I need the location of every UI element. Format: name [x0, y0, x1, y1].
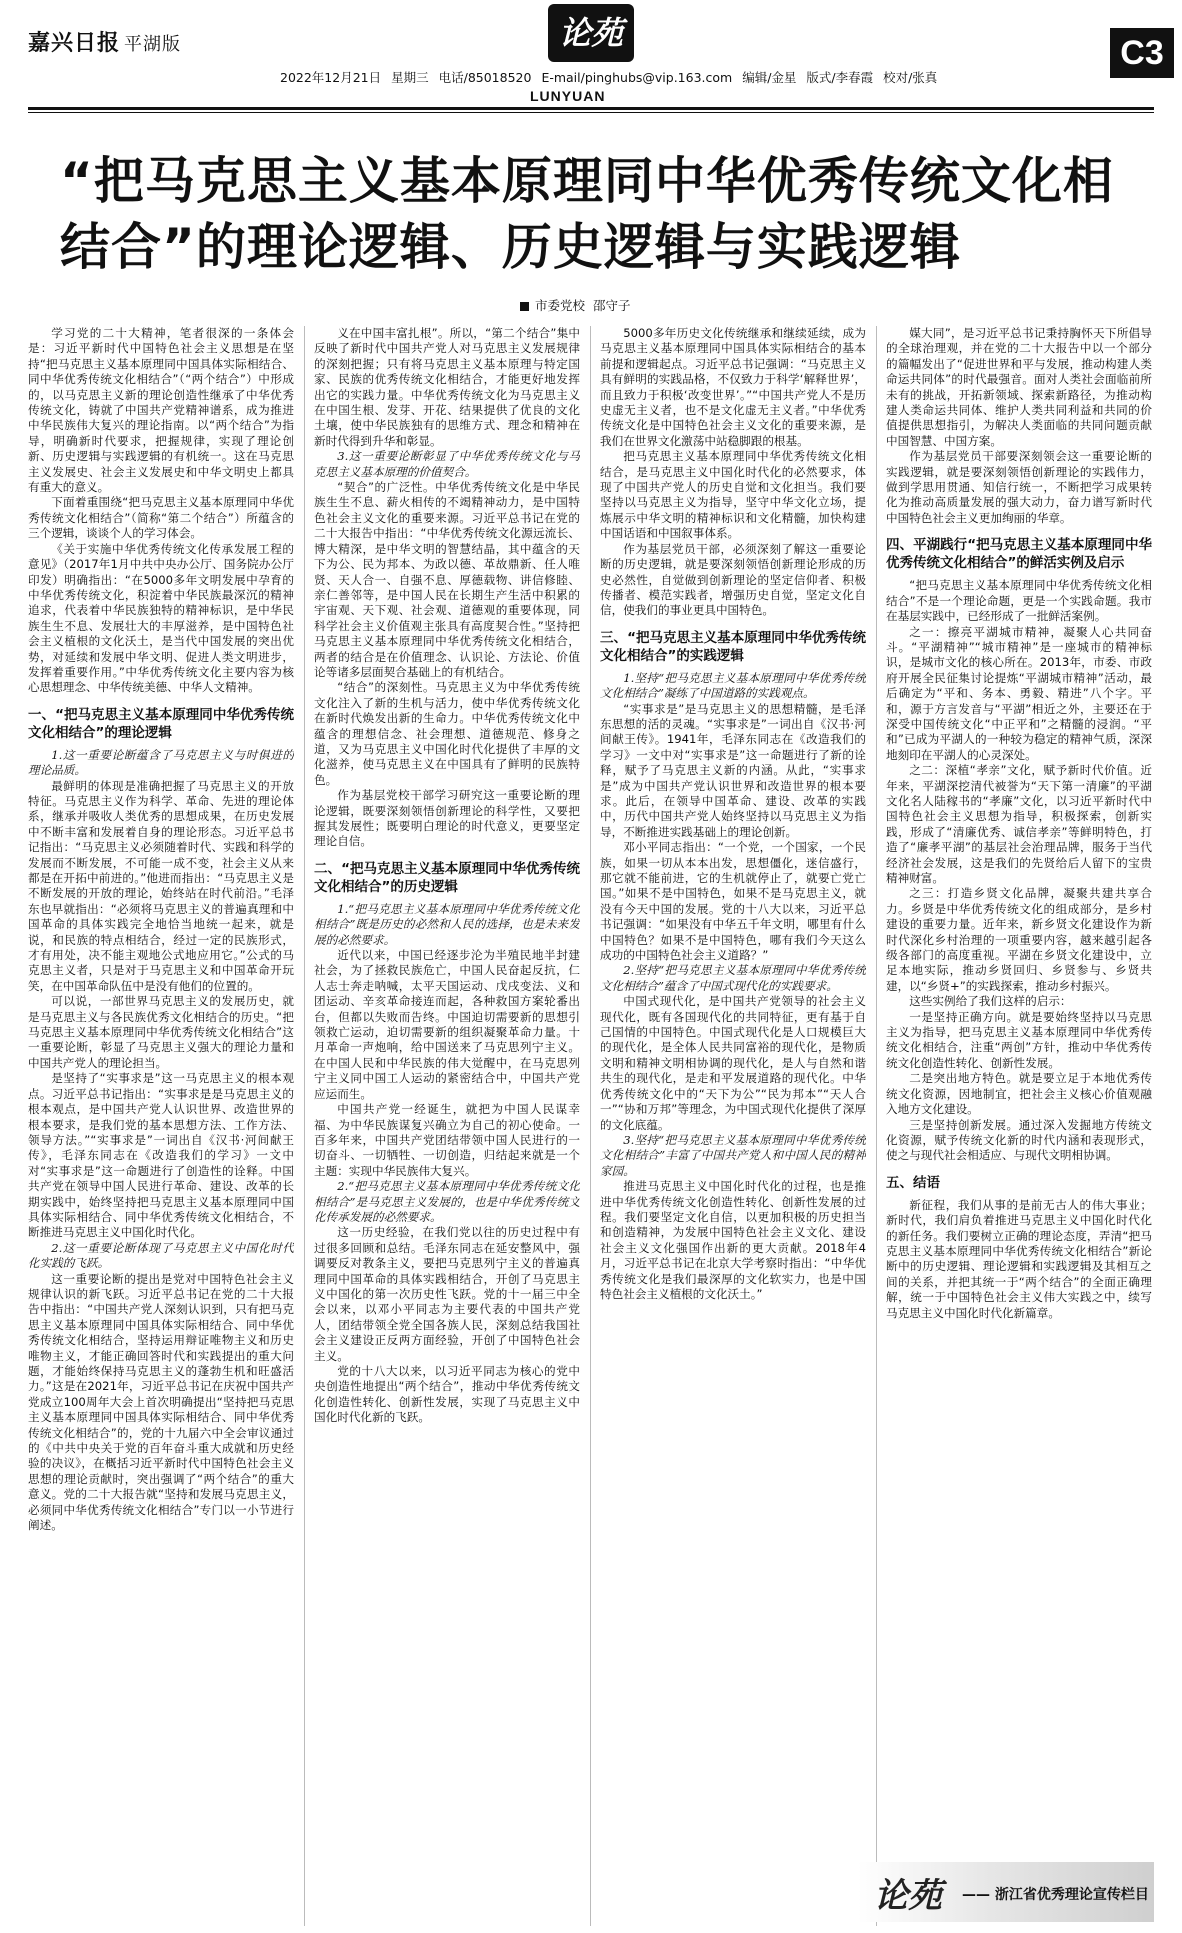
editor: 编辑/金星: [742, 70, 797, 85]
masthead: [28, 26, 181, 57]
column-divider: [304, 326, 305, 1926]
paragraph: 邓小平同志指出：“一个党，一个国家，一个民族，如果一切从本本出发，思想僵化，迷信盛行，那它就不能前进，它的生机就停止了，就要亡党亡国。”如果不是中国特色，如果不是马克思主义，就没有今天中国的发展。党的十八大以来，习近平总书记强调：“如果没有中华五千年文明，哪里有什么中国特色？如果不是中国特色，哪有我们今天这么成功的中国特色社会主义道路？”: [600, 840, 866, 963]
subsection-lead: 2.“把马克思主义基本原理同中华优秀传统文化相结合”是马克思主义发展的，也是中华优秀传统文化传承发展的必然要求。: [314, 1179, 580, 1224]
issue-date: 2022年12月21日: [280, 70, 382, 85]
paragraph: 作为基层党员干部，必须深刻了解这一重要论断的历史逻辑，就是要深刻领悟创新理论形成的历史必然性，自觉做到创新理论的坚定信仰者、积极传播者、模范实践者，增强历史自觉，坚定文化自信，使我们的事业更具中国特色。: [600, 541, 866, 618]
paragraph: 中国共产党一经诞生，就把为中国人民谋幸福、为中华民族谋复兴确立为自己的初心使命。一百多年来，中国共产党团结带领中国人民进行的一切奋斗、一切牺牲、一切创造，归结起来就是一个主题：实现中华民族伟大复兴。: [314, 1102, 580, 1178]
subsection-lead: 3.这一重要论断彰显了中华优秀传统文化与马克思主义基本原理的价值契合。: [314, 449, 580, 479]
paragraph: 5000多年历史文化传统继承和继续延续，成为马克思主义基本原理同中国具体实际相结合的基本前提和逻辑起点。习近平总书记强调：“马克思主义具有鲜明的实践品格，不仅致力于科学‘解释世界’，而且致力于积极‘改变世界’。”“中国共产党人不是历史虚无主义者，也不是文化虚无主义者。”中华优秀传统文化是中国特色社会主义文化的重要来源，是我们在世界文化激荡中站稳脚跟的根基。: [600, 326, 866, 448]
paragraph: 新征程，我们从事的是前无古人的伟大事业；新时代，我们肩负着推进马克思主义中国化时代化的新任务。我们要树立正确的理论态度，弄清“把马克思主义基本原理同中华优秀传统文化相结合”新论断中的历史逻辑、理论逻辑和实践逻辑及其相互之间的关系，并把其统一于“两个结合”的全面正确理解，统一于中国特色社会主义伟大实践之中，续写马克思主义中国化时代化新篇章。: [886, 1197, 1152, 1320]
page-header: [0, 0, 1182, 108]
column-divider: [876, 326, 877, 1926]
article-column-2: [314, 326, 580, 1926]
footer-text: —— 浙江省优秀理论宣传栏目: [962, 1887, 1149, 1903]
paragraph: 一是坚持正确方向。就是要始终坚持以马克思主义为指导，把马克思主义基本原理同中华优秀传统文化相结合，注重“两创”方针，推动中华优秀传统文化创造性转化、创新性发展。: [886, 1009, 1152, 1070]
section-logo: 论苑: [548, 4, 634, 62]
subsection-lead: 1.坚持“把马克思主义基本原理同中华优秀传统文化相结合”凝练了中国道路的实践观点。: [600, 670, 866, 701]
paragraph: 二是突出地方特色。就是要立足于本地优秀传统文化资源，因地制宜，把社会主义核心价值观融入地方文化建设。: [886, 1071, 1152, 1117]
footer-logo: 论苑: [874, 1876, 942, 1916]
square-bullet-icon: [520, 302, 529, 311]
header-rule: [28, 107, 1154, 110]
paragraph: 《关于实施中华优秀传统文化传承发展工程的意见》（2017年1月中共中央办公厅、国务院办公厅印发）明确指出：“在5000多年文明发展中孕育的中华优秀传统文化，积淀着中华民族最深沉的精神追求，代表着中华民族独特的精神标识，是中华民族生生不息、发展壮大的丰厚滋养，是中国特色社会主义植根的文化沃土，是当代中国发展的突出优势，对延续和发展中华文明、促进人类文明进步，发挥着重要作用。”中华优秀传统文化主要内容为核心思想理念、中华传统美德、中华人文精神。: [28, 541, 294, 695]
column-divider: [590, 326, 591, 1926]
paragraph: 下面着重围绕“把马克思主义基本原理同中华优秀传统文化相结合”（简称“第二个结合”）所蕴含的三个逻辑，谈谈个人的学习体会。: [28, 495, 294, 541]
paragraph: 这些实例给了我们这样的启示：: [909, 994, 1072, 1009]
paragraph: 之三：打造乡贤文化品牌，凝聚共建共享合力。乡贤是中华优秀传统文化的组成部分，是乡村建设的重要力量。近年来，新乡贤文化建设作为新时代深化乡村治理的一项重要内容，越来越引起各级各部门的高度重视。平湖在乡贤文化建设中，立足本地实际，推动乡贤回归、乡贤参与、乡贤共建，以“乡贤+”的实践探索，推动乡村振兴。: [886, 886, 1152, 993]
section-heading: 二、“把马克思主义基本原理同中华优秀传统文化相结合”的历史逻辑: [314, 860, 580, 895]
section-heading: 三、“把马克思主义基本原理同中华优秀传统文化相结合”的实践逻辑: [600, 629, 866, 664]
headline: “把马克思主义基本原理同中华优秀传统文化相结合”的理论逻辑、历史逻辑与实践逻辑: [60, 152, 1114, 276]
edition-label: 平湖版: [124, 34, 182, 54]
paragraph: 最鲜明的体现是准确把握了马克思主义的开放特征。马克思主义作为科学、革命、先进的理论体系，继承并吸收人类优秀的思想成果，在历史发展中不断丰富和发展着自身的理论形态。习近平总书记指出：“马克思主义必须随着时代、实践和科学的发展而不断发展，不可能一成不变，社会主义从来都是在开拓中前进的。”他进而指出：“马克思主义是不断发展的开放的理论，始终站在时代前沿。”毛泽东也早就指出：“必须将马克思主义的普遍真理和中国革命的具体实践完全地恰当地统一起来，就是说，和民族的特点相结合，经过一定的民族形式，才有用处，决不能主观地公式地应用它。”公式的马克思主义者，只是对于马克思主义和中国革命开玩笑，在中国革命队伍中是没有他们的位置的。: [28, 778, 294, 993]
phone: 电话/85018520: [438, 70, 532, 85]
paragraph: 三是坚持创新发展。通过深入发掘地方传统文化资源，赋予传统文化新的时代内涵和表现形式，使之与现代社会相适应、与现代文明相协调。: [886, 1117, 1152, 1163]
paragraph: 学习党的二十大精神，笔者很深的一条体会是：习近平新时代中国特色社会主义思想是在坚持“把马克思主义基本原理同中国具体实际相结合、同中华优秀传统文化相结合”（“两个结合”）中形成的，以马克思主义新的理论创造性继承了中华优秀传统文化，铸就了中国共产党精神谱系，成为推进中华民族伟大复兴的理论指南。以“两个结合”为指导，明确新时代要求，把握规律，实现了理论创新、历史逻辑与实践逻辑的有机统一。这在马克思主义发展史、社会主义发展史和中华文明史上都具有重大的意义。: [28, 326, 294, 495]
paragraph: 这一历史经验，在我们党以往的历史过程中有过很多回顾和总结。毛泽东同志在延安整风中，强调要反对教条主义，要把马克思列宁主义的普遍真理同中国革命的具体实践相结合，开创了马克思主义中国化的第一次历史性飞跃。党的十一届三中全会以来，以邓小平同志为主要代表的中国共产党人，团结带领全党全国各族人民，深刻总结我国社会主义建设正反两方面经验，开创了中国特色社会主义。: [314, 1225, 580, 1363]
section-name-en: LUNYUAN: [530, 88, 606, 104]
section-heading: 一、“把马克思主义基本原理同中华优秀传统文化相结合”的理论逻辑: [28, 706, 294, 741]
header-rule-thin: [28, 112, 1154, 113]
subsection-lead: 2.这一重要论断体现了马克思主义中国化时代化实践的飞跃。: [28, 1240, 294, 1271]
byline-author: 邵守子: [593, 298, 631, 313]
paragraph: 可以说，一部世界马克思主义的发展历史，就是马克思主义与各民族优秀文化相结合的历史。“把马克思主义基本原理同中华优秀传统文化相结合”这一重要论断，彰显了马克思主义强大的理论力量和中国共产党人的理论担当。: [28, 994, 294, 1070]
subsection-lead: 1.这一重要论断蕴含了马克思主义与时俱进的理论品质。: [28, 747, 294, 778]
section-heading: 四、平湖践行“把马克思主义基本原理同中华优秀传统文化相结合”的鲜活实例及启示: [886, 537, 1152, 572]
subsection-lead: 2.坚持“把马克思主义基本原理同中华优秀传统文化相结合”蕴含了中国式现代化的实践要求。: [600, 963, 866, 993]
paragraph: “契合”的广泛性。中华优秀传统文化是中华民族生生不息、薪火相传的不竭精神动力，是中国特色社会主义文化的重要来源。习近平总书记在党的二十大报告中指出：“中华优秀传统文化源远流长、博大精深，是中华文明的智慧结晶，其中蕴含的天下为公、民为邦本、为政以德、革故鼎新、任人唯贤、天人合一、自强不息、厚德载物、讲信修睦、亲仁善邻等，是中国人民在长期生产生活中积累的宇宙观、天下观、社会观、道德观的重要体现，同科学社会主义价值观主张具有高度契合性。”坚持把马克思主义基本原理同中华优秀传统文化相结合，两者的结合是在价值理念、认识论、方法论、价值论等诸多层面契合基础上的有机结合。: [314, 480, 580, 679]
email: E-mail/pinghubs@vip.163.com: [541, 70, 733, 85]
paragraph: 推进马克思主义中国化时代化的过程，也是推进中华优秀传统文化创造性转化、创新性发展的过程。我们要坚定文化自信，以更加积极的历史担当和创造精神，为发展中国特色社会主义文化、建设社会主义文化强国作出新的更大贡献。2018年4月，习近平总书记在北京大学考察时指出：“中华优秀传统文化是我们最深厚的文化软实力，也是中国特色社会主义植根的文化沃土。”: [600, 1179, 866, 1301]
paragraph: 之一：擦亮平湖城市精神，凝聚人心共同奋斗。“平湖精神”“城市精神”是一座城市的精神标识，是城市文化的核心所在。2013年，市委、市政府开展全民征集讨论提炼“平湖城市精神”活动，最后确定为“平和、务本、勇毅、精进”八个字。平和，源于方言发音与“平湖”相近之外，主要还在于深受中国传统文化“中正平和”之精髓的浸润。“平和”已成为平湖人的一种较为稳定的精神气质，深深地刻印在平湖人的心灵深处。: [886, 624, 1152, 762]
byline: [520, 296, 639, 314]
paragraph: 把马克思主义基本原理同中华优秀传统文化相结合，是马克思主义中国化时代化的必然要求，体现了中国共产党人的历史自觉和文化担当。我们要坚持以马克思主义为指导，坚守中华文化立场，提炼展示中华文明的精神标识和文化精髓，加快构建中国话语和中国叙事体系。: [600, 449, 866, 541]
subsection-lead: 3.坚持“把马克思主义基本原理同中华优秀传统文化相结合”丰富了中国共产党人和中国人民的精神家园。: [600, 1132, 866, 1178]
info-bar: [280, 68, 943, 86]
proofreader: 校对/张真: [883, 70, 938, 85]
footer-banner: [858, 1862, 1154, 1922]
masthead-title: 嘉兴日报: [28, 30, 121, 56]
issue-weekday: 星期三: [391, 70, 429, 85]
paragraph: 作为基层党校干部学习研究这一重要论断的理论逻辑，既要深刻领悟创新理论的科学性，又要把握其发展性；既要明白理论的时代意义，更要坚定理论自信。: [314, 788, 580, 849]
subsection-lead: 1.“把马克思主义基本原理同中华优秀传统文化相结合”既是历史的必然和人民的选择，也是未来发展的必然要求。: [314, 901, 580, 947]
paragraph: 作为基层党员干部要深刻领会这一重要论断的实践逻辑，就是要深刻领悟创新理论的实践伟力，做到学思用贯通、知信行统一，不断把学习成果转化为推动高质量发展的强大动力，奋力谱写新时代中国特色社会主义更加绚丽的华章。: [886, 449, 1152, 525]
article-column-3: [600, 326, 866, 1926]
page-number: C3: [1110, 28, 1174, 78]
paragraph: 这一重要论断的提出是党对中国特色社会主义规律认识的新飞跃。习近平总书记在党的二十大报告中指出：“中国共产党人深刻认识到，只有把马克思主义基本原理同中国具体实际相结合、同中华优秀传统文化相结合，坚持运用辩证唯物主义和历史唯物主义，才能正确回答时代和实践提出的重大问题，才能始终保持马克思主义的蓬勃生机和旺盛活力。”这是在2021年，习近平总书记在庆祝中国共产党成立100周年大会上首次明确提出“坚持把马克思主义基本原理同中国具体实际相结合、同中华优秀传统文化相结合”的，党的十九届六中全会审议通过的《中共中央关于党的百年奋斗重大成就和历史经验的决议》，在概括习近平新时代中国特色社会主义思想的理论贡献时，突出强调了“两个结合”的重大意义。党的二十大报告就“坚持和发展马克思主义，必须同中华优秀传统文化相结合”专门以一小节进行阐述。: [28, 1271, 294, 1533]
article-column-4: [886, 326, 1152, 1852]
article-body: [28, 326, 1154, 1926]
paragraph: “把马克思主义基本原理同中华优秀传统文化相结合”不是一个理论命题，更是一个实践命题。我市在基层实践中，已经形成了一批鲜活案例。: [886, 578, 1152, 624]
paragraph: 是坚持了“实事求是”这一马克思主义的根本观点。习近平总书记指出：“实事求是是马克思主义的根本观点，是中国共产党人认识世界、改造世界的根本要求，是我们党的基本思想方法、工作方法、领导方法。”“实事求是”一词出自《汉书·河间献王传》，毛泽东同志在《改造我们的学习》一文中对“实事求是”这一命题进行了创造性的诠释。中国共产党在领导中国人民进行革命、建设、改革的长期实践中，始终坚持把马克思主义基本原理同中国具体实际相结合、同中华优秀传统文化相结合，不断推进马克思主义中国化时代化。: [28, 1071, 294, 1240]
layout-editor: 版式/李春霞: [806, 70, 874, 85]
byline-org: 市委党校: [535, 298, 586, 313]
paragraph: 之二：深植“孝亲”文化，赋予新时代价值。近年来，平湖深挖清代被誉为“天下第一清廉”的平湖文化名人陆稼书的“孝廉”文化，以习近平新时代中国特色社会主义思想为指导，积极探索，创新实践，形成了“清廉优秀、诚信孝亲”等鲜明特色，打造了“廉孝平湖”的基层社会治理品牌，服务于当代经济社会发展，这是我们的先贤给后人留下的宝贵精神财富。: [886, 763, 1152, 885]
paragraph: 义在中国丰富扎根”。所以，“第二个结合”集中反映了新时代中国共产党人对马克思主义发展规律的深刻把握；只有将马克思主义基本原理与特定国家、民族的优秀传统文化相结合，才能更好地发挥出它的实践力量。中华优秀传统文化为马克思主义在中国生根、发芽、开花、结果提供了优良的文化土壤，使中华民族独有的思维方式、理念和精神在新时代得到升华和彰显。: [314, 326, 580, 448]
article-column-1: [28, 326, 294, 1926]
paragraph: “实事求是”是马克思主义的思想精髓，是毛泽东思想的活的灵魂。“实事求是”一词出自《汉书·河间献王传》。1941年，毛泽东同志在《改造我们的学习》一文中对“实事求是”这一命题进行了新的诠释，赋予了马克思主义新的内涵。从此，“实事求是”成为中国共产党认识世界和改造世界的根本要求。此后，在领导中国革命、建设、改革的实践中，历代中国共产党人始终坚持以马克思主义为指导，不断推进实践基础上的理论创新。: [600, 701, 866, 839]
paragraph: 中国式现代化，是中国共产党领导的社会主义现代化，既有各国现代化的共同特征，更有基于自己国情的中国特色。中国式现代化是人口规模巨大的现代化，是全体人民共同富裕的现代化，是物质文明和精神文明相协调的现代化，是人与自然和谐共生的现代化，是走和平发展道路的现代化。中华优秀传统文化中的“天下为公”“民为邦本”“天人合一”“协和万邦”等理念，为中国式现代化提供了深厚的文化底蕴。: [600, 994, 866, 1132]
paragraph: 媒大同”，是习近平总书记秉持胸怀天下所倡导的全球治理观，并在党的二十大报告中以一个部分的篇幅发出了“促进世界和平与发展，推动构建人类命运共同体”的时代最强音。面对人类社会面临前所未有的挑战，开拓新领域、探索新路径，为推动构建人类命运共同体、维护人类共同利益和共同的价值提供思想指引，为解决人类面临的共同问题贡献中国智慧、中国方案。: [886, 326, 1152, 448]
section-heading: 五、结语: [886, 1174, 940, 1191]
paragraph: 近代以来，中国已经逐步沦为半殖民地半封建社会，为了拯救民族危亡，中国人民奋起反抗，仁人志士奔走呐喊，太平天国运动、戊戌变法、义和团运动、辛亥革命接连而起，各种救国方案轮番出台，但都以失败而告终。中国迫切需要新的思想引领救亡运动，迫切需要新的组织凝聚革命力量。十月革命一声炮响，给中国送来了马克思列宁主义。在中国人民和中华民族的伟大觉醒中，在马克思列宁主义同中国工人运动的紧密结合中，中国共产党应运而生。: [314, 948, 580, 1101]
paragraph: “结合”的深刻性。马克思主义为中华优秀传统文化注入了新的生机与活力，使中华优秀传统文化在新时代焕发出新的生命力。中华优秀传统文化中蕴含的理想信念、社会理想、道德规范、修身之道，又为马克思主义中国化时代化提供了丰厚的文化滋养，使马克思主义在中国具有了鲜明的民族特色。: [314, 680, 580, 787]
paragraph: 党的十八大以来，以习近平同志为核心的党中央创造性地提出“两个结合”，推动中华优秀传统文化创造性转化、创新性发展，实现了马克思主义中国化时代化新的飞跃。: [314, 1364, 580, 1425]
